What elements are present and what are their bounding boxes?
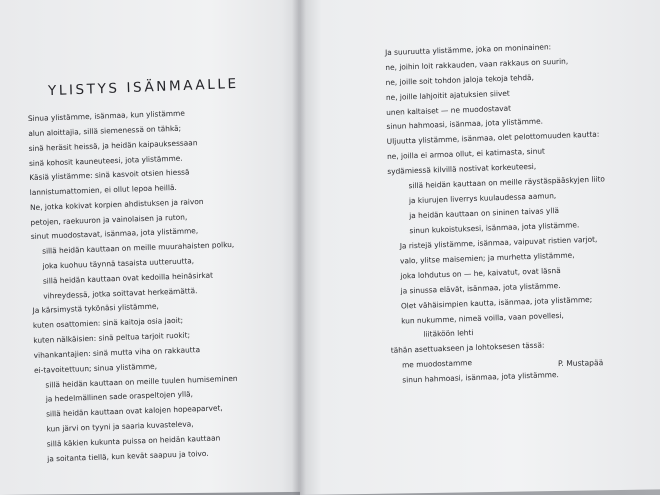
left-poem-line: vihankantajien: sinä mutta viha on rakkautta [33, 345, 201, 360]
left-poem-line: ja hedelmällinen sade oraspeltojen yllä, [45, 389, 194, 404]
left-poem-line: Sinua ylistämme, isänmaa, kun ylistämme [27, 108, 185, 124]
author-signature: P. Mustapää [558, 358, 604, 368]
left-poem-line: Käsiä ylistämme: sinä kasvoit otsien hiessä [29, 167, 190, 183]
right-poem-line: Ja suuruutta ylistämme, joka on moninainen: [384, 42, 552, 58]
left-poem-line: ja soitanta tiellä, kun kevät saapuu ja toivo. [47, 448, 209, 464]
left-poem-line: kuten osattomien: sinä kaitoja osia jaoit; [32, 315, 184, 330]
right-poem-line: ja sinussa elävät, isänmaa, jota ylistämme. [400, 280, 561, 296]
right-poem-line: tähän asettuakseen ja lohtoksesen tässä: [390, 340, 545, 355]
left-poem-line: sillä heidän kauttaan ovat kedoilla heinäsirkat [42, 270, 214, 286]
left-poem-line: kuten nälkäisien: sinä peltua tarjoit ruokit; [33, 330, 191, 345]
right-poem-line: Uljuutta ylistämme, isänmaa, olet pelottomuuden kautta: [386, 129, 600, 146]
left-poem-line: sinä kohosit kauneuteesi, jota ylistämme. [28, 153, 183, 169]
left-poem-line: lannistumattomien, ei ollut lepoa heillä. [29, 182, 177, 198]
right-poem-line: ne, joille soit tohdon jaloja tekoja tehdä, [385, 72, 534, 88]
left-poem-line: sinut muodostavat, isänmaa, jota ylistämme, [30, 226, 199, 241]
left-poem-line: sillä heidän kauttaan on meille tuulen humiseminen [45, 373, 238, 390]
right-page [300, 0, 660, 495]
right-poem-line: Olet vähäisimpien kautta, isänmaa, jota ylistämme; [400, 294, 593, 311]
right-poem-line: unen kaltaiset — ne muodostavat [386, 103, 512, 118]
right-poem-line: sillä heidän kauttaan on meille räystäspääskyjen liito [408, 174, 605, 191]
left-poem-line: vihreydessä, jotka soittavat herkeämättä. [43, 286, 198, 301]
right-poem-line: ne, joille lahjoitit ajatuksien siivet [385, 88, 510, 103]
right-poem-line: joka lohdutus on — he, kaivatut, ovat läsnä [400, 265, 561, 281]
book-gutter [292, 0, 306, 495]
right-poem-line: kun nukumme, nimeä voilla, vaan povellesi, [401, 310, 564, 326]
right-poem-line: sydämiessä kilvillä nostivat korkeuteesi, [387, 161, 537, 176]
left-poem-line: Ne, jotka kokivat korpien ahdistuksen ja raivon [29, 196, 204, 213]
right-poem-line: sinun kukoistuksesi, isänmaa, jota ylistämme. [409, 220, 580, 236]
left-poem-line: sillä heidän kauttaan on meille muurahaisten polku, [42, 239, 235, 256]
right-poem-line: me muodostamme [401, 358, 473, 370]
left-poem-line: joka kuohuu täynnä tasaista uutteruutta, [42, 256, 195, 271]
left-poem-line: alun aloittajia, sillä siemenessä on tähkä; [28, 123, 182, 139]
left-poem-line: sinä heräsit heissä, ja heidän kaipauksessaan [28, 138, 198, 154]
poem-title: YLISTYS ISÄNMAALLE [47, 75, 239, 100]
right-poem-line: ne, joihin loit rakkauden, vaan rakkaus on suurin, [385, 56, 569, 73]
left-poem-line: Ja kärsimystä tykönäsi ylistämme, [32, 301, 159, 315]
right-poem-line: sinun hahmoasi, isänmaa, jota ylistämme. [386, 116, 544, 132]
right-poem-line: valo, ylitse maisemien; ja murhetta ylistämme, [399, 250, 575, 266]
right-poem-line: sinun hahmoasi, isänmaa, jota ylistämme. [402, 370, 559, 385]
right-poem-line: ja heidän kauttaan on sininen taivas yllä [409, 206, 560, 221]
left-poem-line: kun järvi on tyyni ja saaria kuvasteleva, [46, 419, 194, 434]
left-poem-line: petojen, raekuuron ja vainolaisen ja ruton, [30, 212, 188, 228]
right-poem-line: liitäköön lehti [423, 328, 474, 339]
right-poem-line: Ja ristejä ylistämme, isänmaa, vaipuvat ristien varjot, [399, 234, 598, 251]
right-poem-line: ne, joilla ei armoa ollut, ei katimasta, sinut [386, 146, 546, 161]
right-poem-line: ja kiurujen liverrys kuulaudessa aamun, [408, 191, 557, 206]
left-poem-line: sillä heidän kauttaan ovat kalojen hopeaparvet, [46, 403, 223, 419]
left-page [0, 0, 300, 495]
left-poem-line: ei-tavoitettuun; sinua ylistämme, [33, 361, 158, 375]
left-poem-line: sillä käkien kukunta puissa on heidän kauttaan [46, 433, 221, 449]
